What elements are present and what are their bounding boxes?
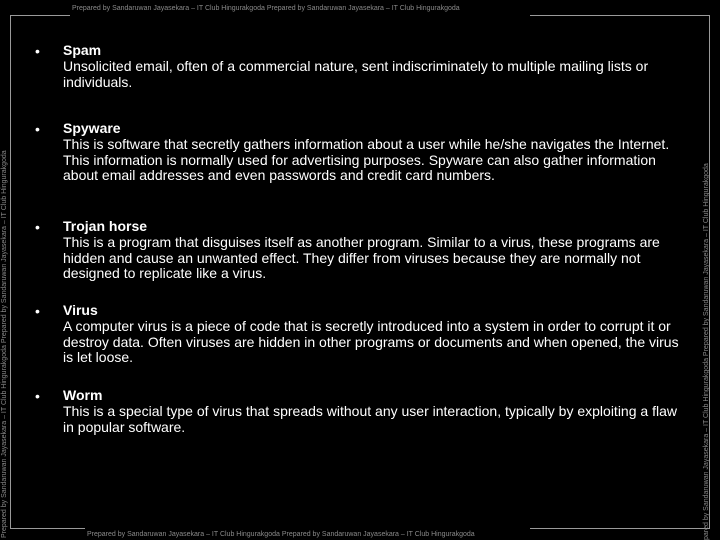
list-item-worm [30, 388, 680, 435]
frame-line-bottom-left [10, 528, 85, 529]
bullet-icon: • [35, 43, 40, 59]
item-description: Unsolicited email, often of a commercial nature, sent indiscriminately to multiple mailing lists or individuals. [63, 57, 649, 90]
bullet-icon: • [35, 121, 40, 137]
list-item-virus [30, 303, 680, 388]
item-text [63, 121, 680, 184]
list-item-trojan-horse [30, 219, 680, 303]
frame-line-left [10, 15, 11, 529]
item-term: Trojan horse [63, 218, 148, 234]
item-description: A computer virus is a piece of code that is secretly introduced into a system in order to corrupt it or destroy data. Often viruses are hidden in other programs or documents and when opened, the virus is let loose. [63, 317, 679, 366]
frame-line-bottom-right [530, 528, 710, 529]
item-term: Worm [63, 387, 103, 403]
item-text [63, 43, 680, 90]
watermark-left: Prepared by Sandaruwan Jayasekara – IT Club Hingurakgoda Prepared by Sandaruwan Jayasekara – IT Club Hingurakgoda [1, 150, 8, 538]
bullet-list [30, 43, 680, 435]
frame-line-top-right [530, 15, 710, 16]
list-item-spyware [30, 121, 680, 219]
item-description: This is software that secretly gathers information about a user while he/she navigates the Internet. This information is normally used for advertising purposes. Spyware can also gather information about email addresses and even passwords and credit card numbers. [63, 135, 670, 184]
list-item-spam [30, 43, 680, 121]
bullet-icon: • [35, 219, 40, 235]
item-description: This is a program that disguises itself as another program. Similar to a virus, these programs are hidden and cause an unwanted effect. They differ from viruses because they are normally not designed to replicate like a virus. [63, 233, 660, 282]
frame-line-top-left [10, 15, 70, 16]
item-description: This is a special type of virus that spreads without any user interaction, typically by exploiting a flaw in popular software. [63, 402, 677, 435]
bullet-icon: • [35, 303, 40, 319]
item-text [63, 303, 680, 366]
item-text [63, 388, 680, 435]
item-term: Virus [63, 302, 98, 318]
item-text [63, 219, 680, 282]
watermark-top: Prepared by Sandaruwan Jayasekara – IT Club Hingurakgoda Prepared by Sandaruwan Jayasekara – IT Club Hingurakgoda [72, 5, 460, 12]
bullet-icon: • [35, 388, 40, 404]
item-term: Spam [63, 42, 102, 58]
item-term: Spyware [63, 120, 121, 136]
watermark-bottom: Prepared by Sandaruwan Jayasekara – IT Club Hingurakgoda Prepared by Sandaruwan Jayasekara – IT Club Hingurakgoda [87, 531, 475, 538]
watermark-right: pared by Sandaruwan Jayasekara – IT Club Hingurakgoda Prepared by Sandaruwan Jayasekara – IT Club Hingurakgoda [703, 163, 710, 540]
